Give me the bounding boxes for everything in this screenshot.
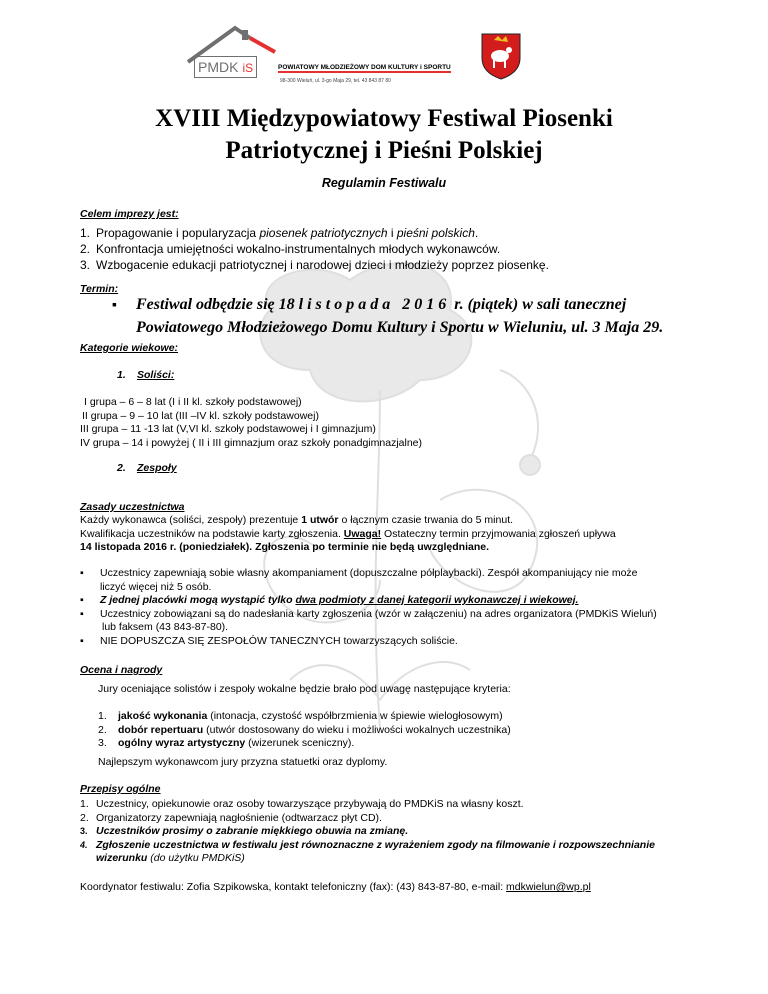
jury-criteria-list [98, 710, 511, 751]
email-link[interactable]: mdkwielun@wp.pl [506, 881, 591, 893]
festival-title-line1: XVIII Międzypowiatowy Festiwal Piosenki [155, 105, 613, 132]
logo-banner: POWIATOWY MŁODZIEŻOWY DOM KULTURY i SPORTU [278, 64, 451, 71]
list-item: 1. jakość wykonania (intonacja, czystość współbrzmienia w śpiewie wielogłosowym) [98, 710, 503, 722]
soloists-num: 1. [117, 369, 126, 381]
goals-list [80, 225, 549, 273]
list-item: ▪ Uczestnicy zapewniają sobie własny akompaniament (dopuszczalne półplaybacki). Zespół akompaniujący nie może [80, 567, 638, 579]
general-heading: Przepisy ogólne [80, 783, 161, 795]
term-line1: Festiwal odbędzie się 18 listopada 2016 r. (piątek) w sali tanecznej [136, 296, 627, 313]
rules-paragraph: Każdy wykonawca (soliści, zespoły) prezentuje 1 utwór o łącznym czasie trwania do 5 minut. Kwalifikacja uczestników na podstawie karty zgłoszenia. Uwaga! Ostateczny termin przyjmowania zgłoszeń upływa 14 listopada 2016 r. (poniedziałek). Zgłoszenia po terminie nie będą uwzględniane. [80, 514, 616, 553]
pmdkis-logo [180, 22, 460, 92]
list-item: ▪ Z jednej placówki mogą wystąpić tylko dwa podmioty z danej kategorii wykonawczej i wiekowej. [80, 594, 579, 606]
festival-title-line2: Patriotycznej i Pieśni Polskiej [225, 137, 543, 164]
regulations-subtitle: Regulamin Festiwalu [321, 176, 447, 190]
list-item: ▪ Uczestnicy zobowiązani są do nadesłania karty zgłoszenia (wzór w załączeniu) na adres organizatora (PMDKiS Wieluń) [80, 607, 657, 620]
coordinator-contact: Koordynator festiwalu: Zofia Szpikowska, kontakt telefoniczny (fax): (43) 843-87-80, e-mail: mdkwielun@wp.pl [80, 881, 591, 893]
list-item: III grupa – 11 -13 lat (V,VI kl. szkoły podstawowej i I gimnazjum) [80, 423, 376, 435]
list-item: 2. dobór repertuaru (utwór dostosowany do wieku i możliwości wokalnych uczestnika) [98, 723, 511, 736]
term-line2: Powiatowego Młodzieżowego Domu Kultury i Sportu w Wieluniu, ul. 3 Maja 29. [136, 319, 664, 336]
list-item: 2. Konfrontacja umiejętności wokalno-instrumentalnych młodych wykonawców. [80, 242, 501, 256]
list-item: liczyć więcej niż 5 osób. [100, 580, 212, 593]
jury-intro: Jury oceniające solistów i zespoły wokalne będzie brało pod uwagę następujące kryteria: [98, 683, 511, 695]
list-item: 3. Uczestników prosimy o zabranie miękkiego obuwia na zmianę. [80, 825, 409, 837]
goals-heading: Celem imprezy jest: [80, 208, 179, 220]
list-item: IV grupa – 14 i powyżej ( II i III gimnazjum oraz szkoły ponadgimnazjalne) [80, 436, 422, 449]
list-item: 1. Uczestnicy, opiekunowie oraz osoby towarzyszące przybywają do PMDKiS na własny koszt. [80, 798, 524, 810]
list-item: 3. ogólny wyraz artystyczny (wizerunek sceniczny). [98, 737, 355, 749]
categories-heading: Kategorie wiekowe: [80, 342, 179, 354]
list-item: 2. Organizatorzy zapewniają nagłośnienie (odtwarzacz płyt CD). [80, 811, 382, 824]
list-item: 3. Wzbogacenie edukacji patriotycznej i narodowej dzieci i młodzieży poprzez piosenkę. [80, 258, 549, 272]
wielun-crest-icon [480, 32, 522, 80]
rules-heading: Zasady uczestnictwa [80, 501, 185, 513]
bands-label: Zespoły [137, 462, 177, 474]
list-item: 4. Zgłoszenie uczestnictwa w festiwalu jest równoznaczne z wyrażeniem zgody na filmowanie i rozpowszechnianie [80, 838, 655, 851]
list-item: ▪ NIE DOPUSZCZA SIĘ ZESPOŁÓW TANECZNYCH towarzyszących soliście. [80, 634, 458, 647]
list-item: wizerunku (do użytku PMDKiS) [96, 852, 245, 864]
jury-outro: Najlepszym wykonawcom jury przyzna statuetki oraz dyplomy. [98, 756, 388, 768]
term-bullet: ▪ [112, 296, 117, 312]
list-item: I grupa – 6 – 8 lat (I i II kl. szkoły podstawowej) [84, 396, 302, 408]
list-item: lub faksem (43 843-87-80). [102, 621, 229, 633]
age-groups-list [80, 396, 422, 450]
logo-letters-is: iS [242, 61, 254, 75]
term-heading: Termin: [80, 283, 119, 295]
list-item: II grupa – 9 – 10 lat (III –IV kl. szkoły podstawowej) [82, 409, 319, 422]
rules-bullets [80, 567, 657, 648]
logo-address: 98-300 Wieluń, ul. 3-go Maja 29, tel. 43 843 87 80 [280, 78, 391, 84]
list-item: 1. Propagowanie i popularyzacja piosenek patriotycznych i pieśni polskich. [80, 226, 479, 240]
bands-num: 2. [117, 462, 126, 474]
soloists-label: Soliści: [137, 369, 175, 381]
jury-heading: Ocena i nagrody [80, 664, 163, 676]
logo-letters: PMDK [198, 59, 239, 75]
general-rules-list [80, 798, 655, 866]
